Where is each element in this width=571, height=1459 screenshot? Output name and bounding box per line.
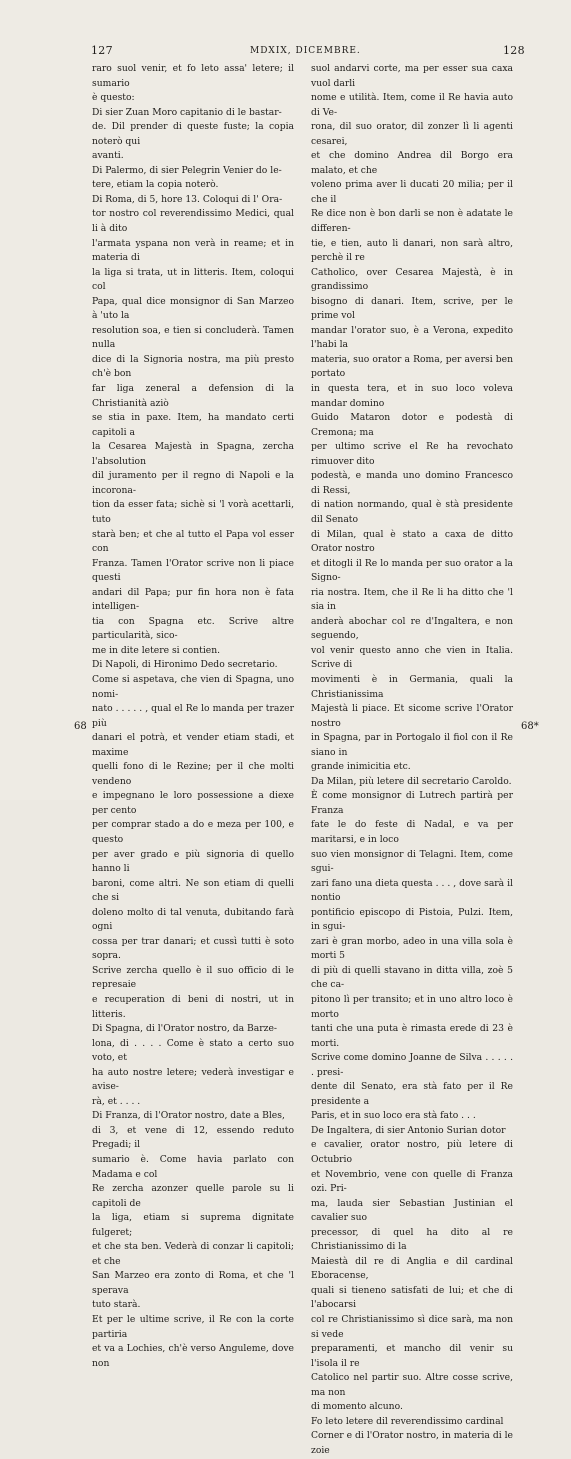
text-line: Re dice non è bon darli se non è adatate le differen-	[311, 208, 513, 235]
margin-note-right: 68*	[521, 721, 539, 732]
text-line: zari fano una dieta questa . . . , dove sarà il nontio	[311, 877, 513, 904]
text-line: rona, dil suo orator, dil zonzer lì li agenti cesarei,	[311, 121, 513, 147]
text-line: tuto starà.	[92, 1299, 141, 1311]
text-line: podestà, e manda uno domino Francesco di Ressi,	[311, 470, 513, 496]
text-line: tanti che una puta è rimasta erede di 23 è morti.	[311, 1023, 513, 1049]
text-line: Da Milan, più letere dil secretario Caroldo.	[311, 775, 512, 787]
text-line: materia, suo orator a Roma, per aversi ben portato	[311, 353, 513, 380]
text-line: Di Franza, di l'Orator nostro, date a Bles,	[92, 1110, 285, 1122]
text-line: Come si aspetava, che vien di Spagna, uno nomi-	[92, 673, 294, 700]
text-line: bisogno di danari. Item, scrive, per le prime vol	[311, 295, 513, 322]
text-line: in Spagna, par in Portogalo il fiol con il Re siano in	[311, 732, 513, 758]
text-line: precessor, di quel ha dito al re Christianissimo di la	[311, 1226, 513, 1253]
text-line: Catholico, over Cesarea Majestà, è in grandissimo	[311, 266, 513, 293]
text-line: per aver grado e più signoria di quello hanno li	[92, 848, 294, 875]
text-line: ha auto nostre letere; vederà investigar e avise-	[92, 1066, 294, 1093]
text-line: Di Napoli, di Hironimo Dedo secretario.	[92, 659, 278, 671]
text-line: Et per le ultime scrive, il Re con la corte partiria	[92, 1314, 294, 1340]
text-line: grande inimicitia etc.	[311, 761, 411, 773]
text-line: dice di la Signoria nostra, ma più presto ch'è bon	[92, 353, 294, 380]
text-line: Corner e di l'Orator nostro, in materia di le zoie	[311, 1430, 513, 1456]
text-line: rà, et . . . .	[92, 1095, 141, 1107]
text-line: avanti.	[92, 150, 124, 162]
text-line: sumario è. Come havia parlato con Madama e col	[92, 1154, 294, 1180]
text-line: l'armata yspana non verà in reame; et in materia di	[92, 237, 294, 264]
text-line: starà ben; et che al tutto el Papa vol esser con	[92, 528, 294, 555]
text-line: resolution soa, e tien si concluderà. Tamen nulla	[92, 324, 294, 351]
text-line: col re Christianissimo sì dice sarà, ma non si vede	[311, 1314, 513, 1340]
text-line: baroni, come altri. Ne son etiam di quelli che si	[92, 877, 294, 904]
text-line: quelli fono di le Rezine; per il che molti vendeno	[92, 761, 294, 787]
text-line: lona, di . . . . Come è stato a certo suo voto, et	[92, 1037, 294, 1064]
text-line: la Cesarea Majestà in Spagna, zercha l'absolution	[92, 441, 294, 467]
page-number-left: 127	[91, 44, 113, 57]
text-line: mandar l'orator suo, è a Verona, expedito l'habi la	[311, 324, 513, 351]
text-line: pitono lì per transito; et in uno altro loco è morto	[311, 994, 513, 1020]
text-line: preparamenti, et mancho dil venir su l'isola il re	[311, 1343, 513, 1369]
text-line: e cavalier, orator nostro, più letere di Octubrio	[311, 1139, 513, 1166]
text-line: fate le do feste di Nadal, e va per maritarsi, e in loco	[311, 819, 513, 845]
text-line: nato . . . . . , qual el Re lo manda per trazer più	[92, 703, 294, 729]
text-line: di Milan, qual è stato a caxa de ditto Orator nostro	[311, 528, 513, 555]
text-line: Re zercha azonzer quelle parole su li capitoli de	[92, 1183, 294, 1209]
text-line: Fo leto letere dil reverendissimo cardinal	[311, 1415, 504, 1427]
text-line: movimenti è in Germania, quali la Christianissima	[311, 673, 513, 700]
text-line: ma, lauda sier Sebastian Justinian el cavalier suo	[311, 1197, 513, 1224]
text-line: San Marzeo era zonto di Roma, et che 'l sperava	[92, 1270, 294, 1296]
text-line: raro suol venir, et fo leto assa' letere; il sumario	[92, 63, 294, 89]
text-line: pontificio episcopo di Pistoia, Pulzi. Item, in sgui-	[311, 906, 513, 933]
text-line: De Ingaltera, di sier Antonio Surian dotor	[311, 1124, 506, 1136]
text-line: et che domino Andrea dil Borgo era malato, et che	[311, 150, 513, 176]
text-line: in questa tera, et in suo loco voleva mandar domino	[311, 383, 513, 409]
left-text-column	[92, 62, 294, 1371]
text-line: è questo:	[92, 92, 135, 104]
margin-note-left: 68	[74, 721, 87, 732]
text-line: et che sta ben. Vederà di conzar li capitoli; et che	[92, 1241, 294, 1267]
text-line: la liga, etiam si suprema dignitate fulgeret;	[92, 1212, 294, 1238]
text-line: dil juramento per il regno di Napoli e la incorona-	[92, 470, 294, 496]
text-line: Catolico nel partir suo. Altre cosse scrive, ma non	[311, 1372, 513, 1398]
text-line: danari el potrà, et vender etiam stadi, et maxime	[92, 732, 294, 758]
text-line: Majestà li piace. Et sicome scrive l'Orator nostro	[311, 703, 513, 729]
text-line: se stia in paxe. Item, ha mandato certi capitoli a	[92, 412, 294, 438]
text-line: quali si tieneno satisfati de lui; et che di l'abocarsi	[311, 1284, 513, 1311]
text-line: tion da esser fata; sichè si 'l vorà acettarli, tuto	[92, 499, 294, 525]
text-line: di più di quelli stavano in ditta villa, zoè 5 che ca-	[311, 964, 513, 991]
text-line: Di sier Zuan Moro capitanio di le bastar-	[92, 106, 282, 118]
text-line: voleno prima aver li ducati 20 milia; per il che il	[311, 179, 513, 205]
text-line: tor nostro col reverendissimo Medici, qual li à dito	[92, 208, 294, 235]
text-line: per comprar stado a do e meza per 100, e questo	[92, 819, 294, 845]
text-line: tia con Spagna etc. Scrive altre particularità, sico-	[92, 615, 294, 642]
text-line: Maiestà dil re di Anglia e dil cardinal Eboracense,	[311, 1255, 513, 1282]
text-line: anderà abochar col re d'Ingaltera, e non seguendo,	[311, 615, 513, 642]
text-line: vol venir questo anno che vien in Italia. Scrive di	[311, 644, 513, 671]
text-line: de. Dil prender di queste fuste; la copia noterò qui	[92, 121, 294, 147]
text-line: cossa per trar danari; et cussì tutti è soto sopra.	[92, 935, 294, 962]
text-line: dente dil Senato, era stà fato per il Re presidente a	[311, 1081, 513, 1107]
text-line: di 3, et vene di 12, essendo reduto Pregadi; il	[92, 1124, 294, 1151]
text-line: È come monsignor di Lutrech partirà per Franza	[311, 790, 513, 816]
text-line: suo vien monsignor di Telagni. Item, come sgui-	[311, 848, 513, 875]
text-line: me in dite letere si contien.	[92, 644, 221, 656]
text-line: zari è gran morbo, adeo in una villa sola è morti 5	[311, 935, 513, 962]
page-number-right: 128	[503, 44, 525, 57]
text-line: per ultimo scrive el Re ha revochato rimuover dito	[311, 441, 513, 467]
text-line: tie, e tien, auto li danari, non sarà altro, perchè il re	[311, 237, 513, 264]
text-line: andari dil Papa; pur fin hora non è fata intelligen-	[92, 586, 294, 613]
text-line: Di Spagna, di l'Orator nostro, da Barze-	[92, 1023, 278, 1035]
text-line: Di Palermo, di sier Pelegrin Venier do le-	[92, 164, 282, 176]
text-line: Di Roma, di 5, hore 13. Coloqui di l' Ora-	[92, 193, 283, 205]
text-line: e recuperation di beni di nostri, ut in litteris.	[92, 994, 294, 1020]
text-line: Guido Mataron dotor e podestà di Cremona; ma	[311, 412, 513, 438]
text-line: et Novembrio, vene con quelle di Franza ozi. Pri-	[311, 1168, 513, 1195]
text-line: far liga zeneral a defension di la Christianità aziò	[92, 383, 294, 409]
text-line: nome e utilità. Item, come il Re havia auto di Ve-	[311, 92, 513, 118]
text-line: di momento alcuno.	[311, 1401, 403, 1413]
text-line: doleno molto di tal venuta, dubitando farà ogni	[92, 906, 294, 933]
text-line: tere, etiam la copia noterò.	[92, 179, 219, 191]
text-line: suol andarvi corte, ma per esser sua caxa vuol darli	[311, 63, 513, 89]
text-line: Paris, et in suo loco era stà fato . . .	[311, 1110, 476, 1122]
text-line: et ditogli il Re lo manda per suo orator a la Signo-	[311, 557, 513, 584]
text-line: Papa, qual dice monsignor di San Marzeo à 'uto la	[92, 295, 294, 322]
text-line: Scrive zercha quello è il suo officio di le represaie	[92, 964, 294, 991]
running-title: MDXIX, DICEMBRE.	[250, 46, 361, 56]
text-line: e impegnano le loro possessione a diexe per cento	[92, 790, 294, 816]
text-line: Franza. Tamen l'Orator scrive non li piace questi	[92, 557, 294, 584]
right-text-column	[311, 62, 513, 1459]
text-line: la liga si trata, ut in litteris. Item, coloqui col	[92, 266, 294, 293]
text-line: di nation normando, qual è stà presidente dil Senato	[311, 499, 513, 525]
text-line: ria nostra. Item, che il Re li ha ditto che 'l sia in	[311, 586, 513, 613]
text-line: Scrive come domino Joanne de Silva . . . . . . presi-	[311, 1052, 513, 1078]
text-line: et va a Lochies, ch'è verso Anguleme, dove non	[92, 1343, 294, 1369]
